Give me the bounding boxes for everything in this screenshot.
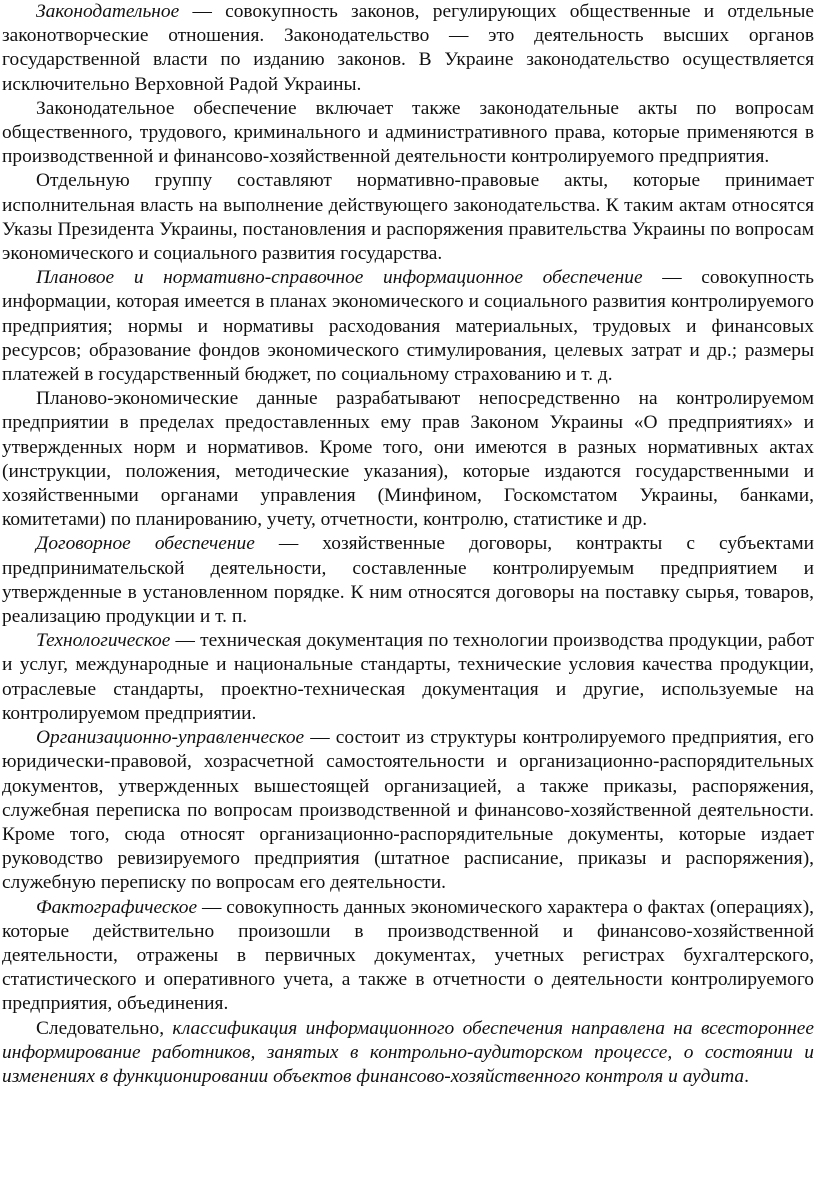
paragraph-text: — совокупность данных экономического характера о фактах (операциях), которые действительно произошли в производственной и финансово-хозяйственной деятельности, отражены в первичных документах, учетных регистрах бухгалтерского, статистического и оперативного учета, а также в отчетности о деятельности контролируемого предприятия, объединения.	[2, 896, 814, 1015]
paragraph-legislative-support	[2, 97, 814, 170]
paragraph-planning-economic-data	[2, 387, 814, 532]
paragraph-technological	[2, 629, 814, 726]
term-factographic: Фактографическое	[36, 896, 198, 918]
paragraph-planning-reference	[2, 266, 814, 387]
paragraph-text: — хозяйственные договоры, контракты с субъектами предпринимательской деятельности, составленные контролируемым предприятием и утвержденные в установленном порядке. К ним относятся договоры на поставку сырья, товаров, реализацию продукции и т. п.	[2, 533, 814, 628]
term-legislative: Законодательное	[36, 1, 180, 22]
paragraph-text: — совокупность законов, регулирующих общественные и отдельные законотворческие отношения. Законодательство — это деятельность высших органов государственной власти по изданию законов. В Украине законодательство осуществляется исключительно Верховной Радой Украины.	[2, 1, 814, 95]
conclusion-lead: Следовательно,	[36, 1017, 173, 1039]
conclusion-end: .	[744, 1065, 749, 1087]
paragraph-text: Планово-экономические данные разрабатывают непосредственно на контролируемом предприятии в пределах предоставленных ему прав Законом Украины «О предприятиях» и утвержденных норм и нормативов. Кроме того, они имеются в разных нормативных актах (инструкции, положения, методические указания), которые издаются государственными и хозяйственными органами управления (Минфином, Госкомстатом Украины, банками, комитетами) по планированию, учету, отчетности, контролю, статистике и др.	[2, 388, 814, 531]
paragraph-text: — техническая документация по технологии производства продукции, работ и услуг, международные и национальные стандарты, технические условия качества продукции, отраслевые стандарты, проектно-техническая документация и другие, используемые на контролируемом предприятии.	[2, 630, 814, 724]
paragraph-conclusion	[2, 1017, 814, 1090]
term-organizational: Организационно-управленческое	[36, 727, 305, 749]
paragraph-text: — совокупность информации, которая имеется в планах экономического и социального развития контролируемого предприятия; нормы и нормативы расходования материальных, трудовых и финансовых ресурсов; образование фондов экономического стимулирования, целевых затрат и др.; размеры платежей в государственный бюджет, по социальному страхованию и т. д.	[2, 267, 814, 386]
paragraph-factographic	[2, 896, 814, 1017]
paragraph-contractual	[2, 532, 814, 629]
paragraph-text: — состоит из структуры контролируемого предприятия, его юридически-правовой, хозрасчетной самостоятельности и организационно-распорядительных документов, утвержденных вышестоящей организацией, а также приказы, распоряжения, служебная переписка по вопросам производственной и финансово-хозяйственной деятельности. Кроме того, сюда относят организационно-распорядительные документы, которые издает руководство ревизируемого предприятия (штатное расписание, приказы и распоряжения), служебную переписку по вопросам его деятельности.	[2, 727, 814, 894]
paragraph-text: Законодательное обеспечение включает также законодательные акты по вопросам общественного, трудового, криминального и административного права, которые применяются в производственной и финансово-хозяйственной деятельности контролируемого предприятия.	[2, 97, 814, 168]
paragraph-legislative	[2, 0, 814, 97]
term-technological: Технологическое	[36, 630, 171, 652]
conclusion-italic: классификация информационного обеспечения направлена на всестороннее информирование работников, занятых в контрольно-аудиторском процессе, о состоянии и изменениях в функционировании объектов финансово-хозяйственного контроля и аудита	[2, 1017, 814, 1087]
paragraph-normative-acts	[2, 169, 814, 266]
term-contractual: Договорное обеспечение	[36, 533, 255, 555]
paragraph-text: Отдельную группу составляют нормативно-правовые акты, которые принимает исполнительная власть на выполнение действующего законодательства. К таким актам относятся Указы Президента Украины, постановления и распоряжения правительства Украины по вопросам экономического и социального развития государства.	[2, 170, 814, 265]
paragraph-organizational	[2, 726, 814, 895]
term-planning-reference: Плановое и нормативно-справочное информационное обеспечение	[36, 267, 643, 289]
